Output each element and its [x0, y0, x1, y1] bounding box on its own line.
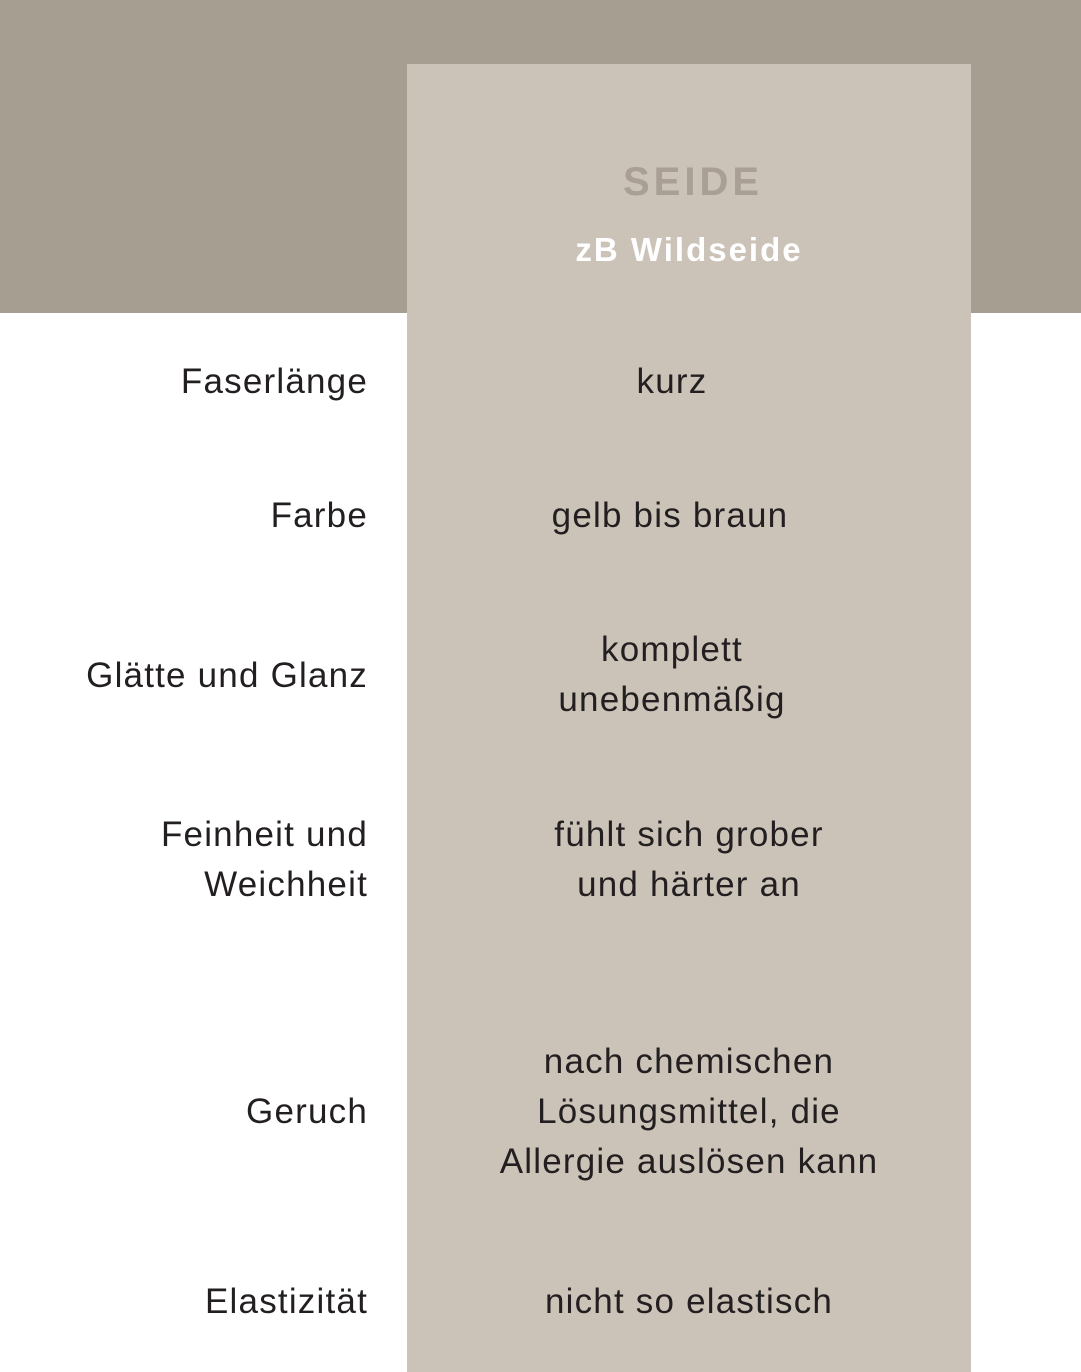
column-subtitle: zB Wildseide [575, 231, 803, 268]
row-value-glaette-glanz: komplett unebenmäßig [558, 630, 786, 719]
row-label-elastizitaet: Elastizität [205, 1282, 368, 1321]
row-label-farbe: Farbe [270, 496, 368, 535]
row-label-geruch: Geruch [246, 1092, 368, 1131]
row-value-elastizitaet: nicht so elastisch [544, 1282, 834, 1321]
column-title: SEIDE [622, 160, 764, 204]
row-value-farbe: gelb bis braun [551, 496, 789, 535]
row-value-feinheit-weichheit: fühlt sich grober und härter an [554, 815, 824, 904]
row-value-faserlaenge: kurz [636, 362, 708, 401]
row-label-faserlaenge: Faserlänge [180, 362, 368, 401]
row-label-glaette-glanz: Glätte und Glanz [86, 656, 368, 695]
row-value-geruch: nach chemischen Lösungsmittel, die Allergie auslösen kann [499, 1042, 879, 1181]
row-label-feinheit-weichheit: Feinheit und Weichheit [160, 815, 368, 904]
